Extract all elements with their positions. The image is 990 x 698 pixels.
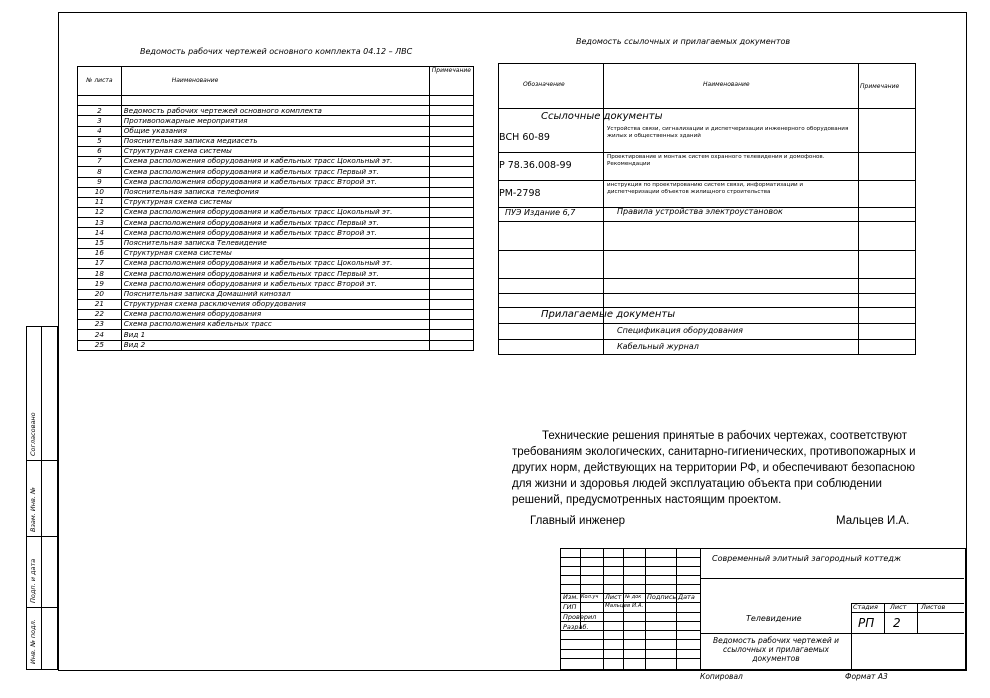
row-note [429,177,473,187]
table-row [78,218,474,228]
row-name: Схема расположения оборудования [121,309,429,319]
side-label-signdate: Подп. и дата [29,558,37,603]
ref-name: Устройства связи, сигнализации и диспетчеризации инженерного оборудования жилых и общественных зданий [607,126,849,139]
attached-item: Спецификация оборудования [617,326,743,335]
stamp-role-dev: Разраб. [563,623,589,631]
table-row [78,167,474,177]
stamp-sheet: 2 [893,616,901,630]
row-number: 7 [78,157,122,167]
row-note [429,187,473,197]
row-number: 3 [78,116,122,126]
row-note [429,299,473,309]
stamp-col-podp: Подпись [647,593,677,601]
row-note [429,218,473,228]
row-note [429,116,473,126]
row-note [429,330,473,340]
row-name: Структурная схема системы [121,146,429,156]
signature-name: Мальцев И.А. [836,515,910,527]
table-row [78,238,474,248]
row-number: 17 [78,259,122,269]
row-number: 20 [78,289,122,299]
row-number: 23 [78,320,122,330]
row-number: 10 [78,187,122,197]
drawings-table [77,66,474,351]
refs-list-title: Ведомость ссылочных и прилагаемых документов [576,37,791,46]
row-note [429,238,473,248]
refs-section-ref: Ссылочные документы [541,111,663,122]
row-name: Схема расположения оборудования и кабельных трасс Второй эт. [121,279,429,289]
row-name: Пояснительная записка Телевидение [121,238,429,248]
row-name: Схема расположения оборудования и кабельных трасс Цокольный эт. [121,259,429,269]
table-row [78,248,474,258]
row-note [429,279,473,289]
table-row [78,208,474,218]
ref-code: РМ-2798 [499,188,541,199]
row-note [429,309,473,319]
stamp-format: Формат А3 [845,672,888,681]
table-row [78,279,474,289]
table-row [78,197,474,207]
row-number: 5 [78,136,122,146]
side-label-replace: Взам. Инв. № [29,487,37,532]
signature-role: Главный инженер [530,515,626,527]
table-row [78,157,474,167]
table-row [78,187,474,197]
row-name: Схема расположения оборудования и кабельных трасс Второй эт. [121,228,429,238]
table-row [78,136,474,146]
row-name: Схема расположения оборудования и кабельных трасс Цокольный эт. [121,208,429,218]
row-name: Пояснительная записка медиасеть [121,136,429,146]
row-name: Схема расположения оборудования и кабельных трасс Первый эт. [121,218,429,228]
ref-name: Проектирование и монтаж систем охранного телевидения и домофонов. Рекомендации [607,154,825,167]
row-name: Схема расположения оборудования и кабельных трасс Второй эт. [121,177,429,187]
side-label-inv: Инв. № подл. [29,619,37,664]
table-row [78,299,474,309]
side-label-agreed: Согласовано [29,412,37,456]
row-note [429,126,473,136]
row-name: Структурная схема расключения оборудования [121,299,429,309]
row-number: 16 [78,248,122,258]
stamp-col-izm: Изм. [563,593,579,601]
table-row [78,289,474,299]
row-note [429,248,473,258]
stamp-sheets-label: Листов [921,603,946,611]
row-name: Схема расположения оборудования и кабельных трасс Первый эт. [121,167,429,177]
row-note [429,157,473,167]
refs-section-attached: Прилагаемые документы [541,309,676,320]
row-name: Пояснительная записка Домашний кинозал [121,289,429,299]
row-note [429,269,473,279]
row-number: 22 [78,309,122,319]
row-number: 9 [78,177,122,187]
row-name: Вид 1 [121,330,429,340]
row-number: 13 [78,218,122,228]
row-number: 21 [78,299,122,309]
table-row [78,309,474,319]
row-number: 18 [78,269,122,279]
refs-table [498,63,916,355]
row-number: 8 [78,167,122,177]
table-row [78,126,474,136]
row-note [429,228,473,238]
refs-header-note: Примечание [860,83,900,90]
ref-code: ВСН 60-89 [499,132,550,143]
row-number: 11 [78,197,122,207]
row-name: Общие указания [121,126,429,136]
attached-item: Кабельный журнал [617,342,699,351]
row-note [429,146,473,156]
row-number: 19 [78,279,122,289]
row-number: 25 [78,340,122,350]
stamp-col-list: Лист [605,593,622,601]
row-number: 24 [78,330,122,340]
row-name: Схема расположения оборудования и кабельных трасс Цокольный эт. [121,157,429,167]
refs-header-code: Обозначение [523,81,565,88]
stamp-project: Современный элитный загородный коттедж [712,554,902,563]
row-note [429,136,473,146]
stamp-sheet-label: Лист [890,603,907,611]
drawings-header-row [78,67,474,96]
stamp-stage-label: Стадия [853,603,878,611]
title-block [560,548,965,669]
row-number: 4 [78,126,122,136]
stamp-col-koluch: Кол.уч [581,594,599,600]
stamp-section: Телевидение [746,614,802,623]
row-note [429,167,473,177]
stamp-role-gip: ГИП [563,603,577,611]
stamp-copied: Копировал [700,672,743,681]
row-name: Схема расположения кабельных трасс [121,320,429,330]
table-row [78,269,474,279]
side-strip [26,326,58,669]
row-name: Ведомость рабочих чертежей основного комплекта [121,106,429,116]
row-number: 12 [78,208,122,218]
row-note [429,197,473,207]
header-note: Примечание [429,67,473,96]
stamp-gip-name: Мальцев И.А. [605,603,644,609]
drawings-body [78,106,474,351]
ref-name: инструкция по проектированию систем связи, информатизации и диспетчеризации объектов жилищного строительства [607,182,804,195]
row-note [429,259,473,269]
stamp-col-ndok: № док [625,594,642,600]
table-row [78,177,474,187]
row-name: Противопожарные мероприятия [121,116,429,126]
header-name: Наименование [121,67,429,96]
refs-header-name: Наименование [703,81,750,88]
table-row [78,228,474,238]
row-note [429,208,473,218]
table-row [78,259,474,269]
table-row [78,330,474,340]
row-name: Схема расположения оборудования и кабельных трасс Первый эт. [121,269,429,279]
ref-name: Правила устройства электроустановок [617,207,783,216]
stamp-stage: РП [858,616,875,630]
row-note [429,106,473,116]
table-row [78,340,474,350]
header-number: № листа [78,67,122,96]
row-name: Пояснительная записка телефония [121,187,429,197]
row-name: Вид 2 [121,340,429,350]
row-number: 2 [78,106,122,116]
drawings-list-title: Ведомость рабочих чертежей основного комплекта 04.12 – ЛВС [140,47,413,56]
row-note [429,320,473,330]
table-row [78,146,474,156]
row-name: Структурная схема системы [121,248,429,258]
stamp-doc-title: Ведомость рабочих чертежей и ссылочных и прилагаемых документов [712,636,840,663]
drawings-empty-row [78,96,474,106]
table-row [78,106,474,116]
table-row [78,116,474,126]
statement-text: Технические решения принятые в рабочих чертежах, соответствуют требованиям экологических, санитарно-гигиенических, противопожарных и других норм, действующих на территории РФ, и обеспечивают безопасною для жизни и здоровья людей эксплуатацию объекта при соблюдении решений, предусмотренных настоящим проектом. [512,430,916,506]
row-name: Структурная схема системы [121,197,429,207]
row-number: 6 [78,146,122,156]
row-note [429,289,473,299]
row-number: 14 [78,228,122,238]
ref-code: Р 78.36.008-99 [499,160,572,171]
row-number: 15 [78,238,122,248]
row-note [429,340,473,350]
stamp-role-checked: Проверил [563,613,597,621]
ref-code: ПУЭ Издание 6,7 [505,208,576,217]
stamp-col-date: Дата [678,593,695,601]
table-row [78,320,474,330]
